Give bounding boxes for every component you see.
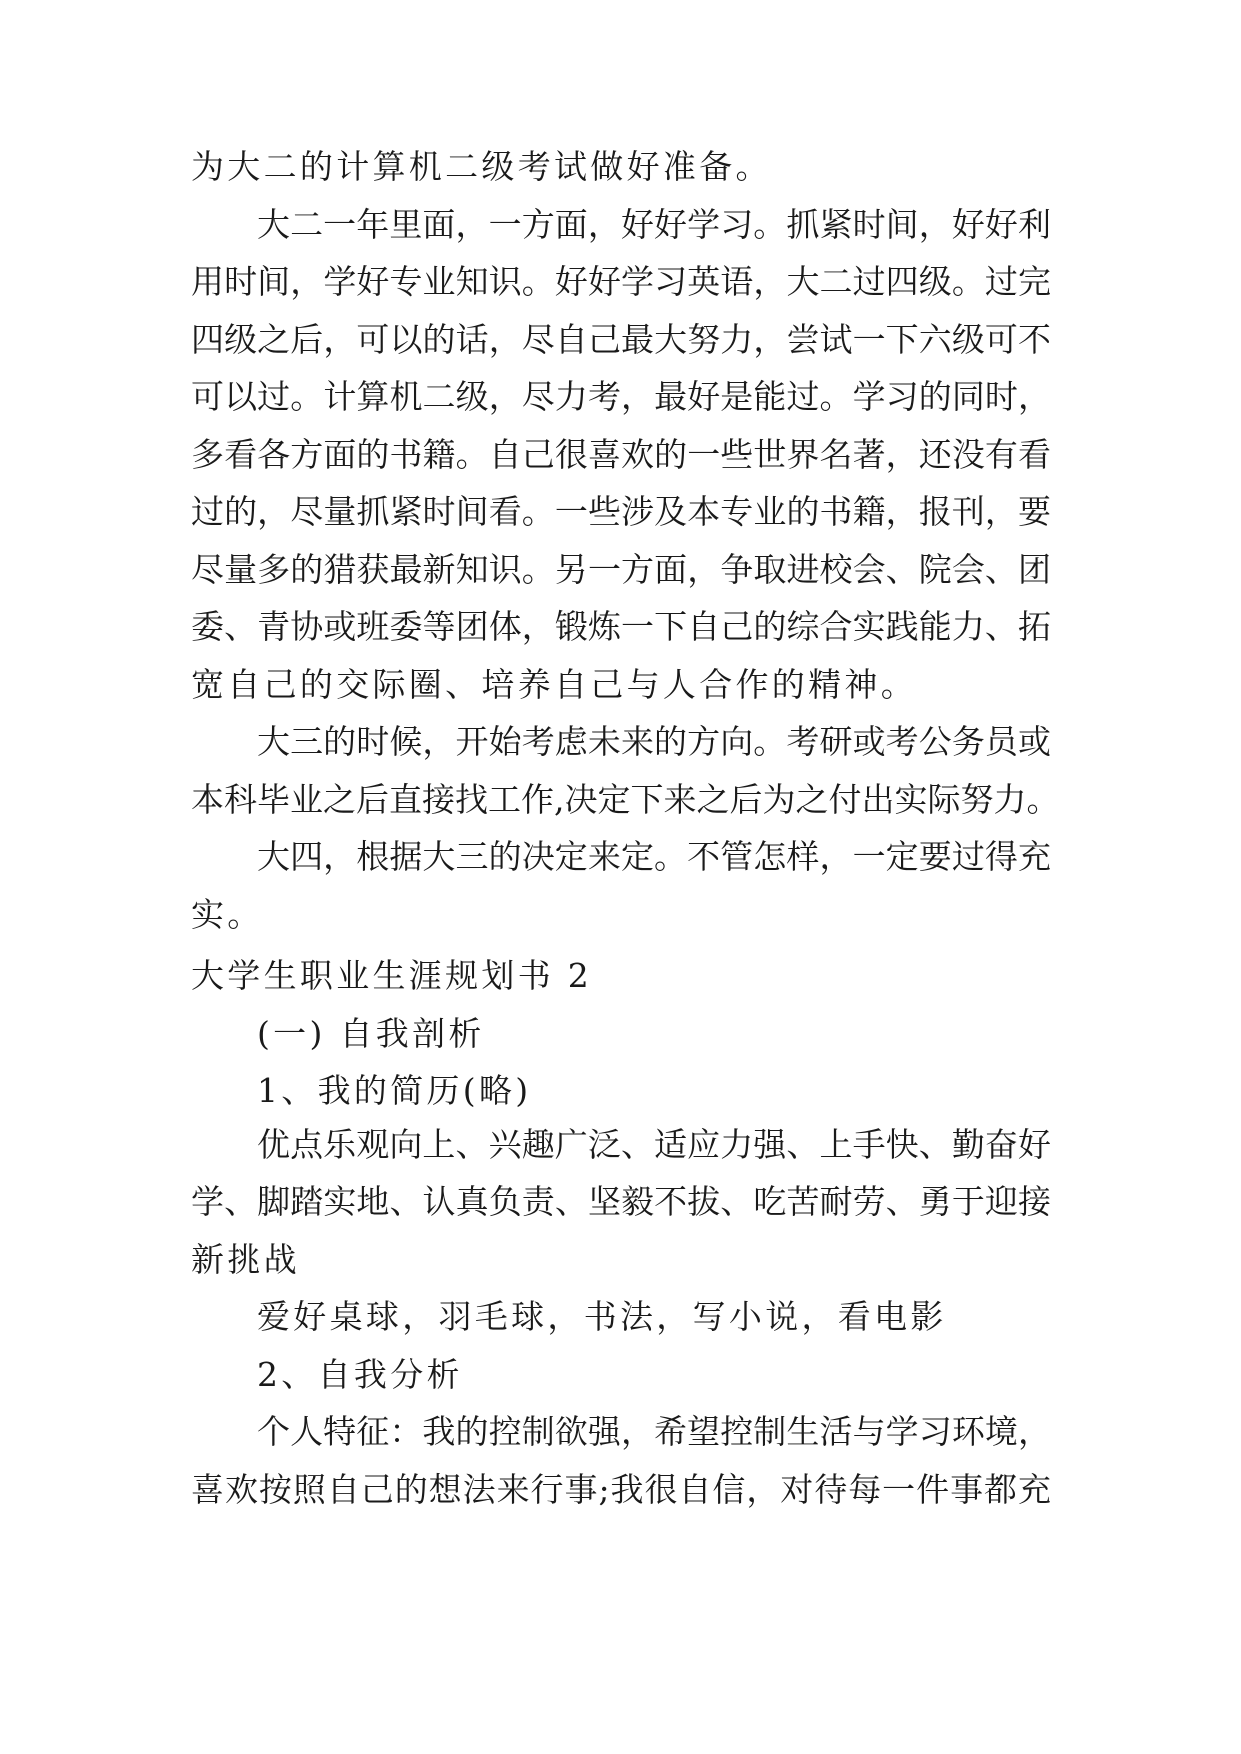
text-line: 大三的时候，开始考虑未来的方向。考研或考公务员或 [257,722,1051,761]
text-line: 用时间，学好专业知识。好好学习英语，大二过四级。过完 [191,262,1051,301]
text-line: 1、我的简历(略) [257,1071,532,1110]
text-line: 多看各方面的书籍。自己很喜欢的一些世界名著，还没有看 [191,435,1051,474]
section-heading: 大学生职业生涯规划书 2 [191,956,593,995]
text-line: 新挑战 [191,1240,300,1279]
text-line: 四级之后，可以的话，尽自己最大努力，尝试一下六级可不 [191,320,1051,359]
text-line: 可以过。计算机二级，尽力考，最好是能过。学习的同时， [191,377,1051,416]
text-line: 尽量多的猎获最新知识。另一方面，争取进校会、院会、团 [191,550,1051,589]
text-line: 宽自己的交际圈、培养自己与人合作的精神。 [191,665,917,704]
text-line: 大四，根据大三的决定来定。不管怎样，一定要过得充 [257,837,1051,876]
text-line: 本科毕业之后直接找工作,决定下来之后为之付出实际努力。 [191,780,1060,819]
text-line: 优点乐观向上、兴趣广泛、适应力强、上手快、勤奋好 [257,1125,1051,1164]
text-line: (一) 自我剖析 [257,1014,485,1053]
text-line: 实。 [191,895,264,934]
text-line: 过的，尽量抓紧时间看。一些涉及本专业的书籍，报刊，要 [191,492,1051,531]
text-line: 大二一年里面，一方面，好好学习。抓紧时间，好好利 [257,205,1051,244]
text-line: 爱好桌球，羽毛球，书法，写小说，看电影 [257,1297,947,1336]
text-line: 学、脚踏实地、认真负责、坚毅不拔、吃苦耐劳、勇于迎接 [191,1182,1051,1221]
text-line: 2、自我分析 [257,1355,463,1394]
text-line: 委、青协或班委等团体，锻炼一下自己的综合实践能力、拓 [191,607,1051,646]
text-line: 个人特征：我的控制欲强，希望控制生活与学习环境， [257,1412,1051,1451]
text-line: 喜欢按照自己的想法来行事;我很自信，对待每一件事都充 [191,1470,1051,1509]
text-line: 为大二的计算机二级考试做好准备。 [191,147,772,186]
